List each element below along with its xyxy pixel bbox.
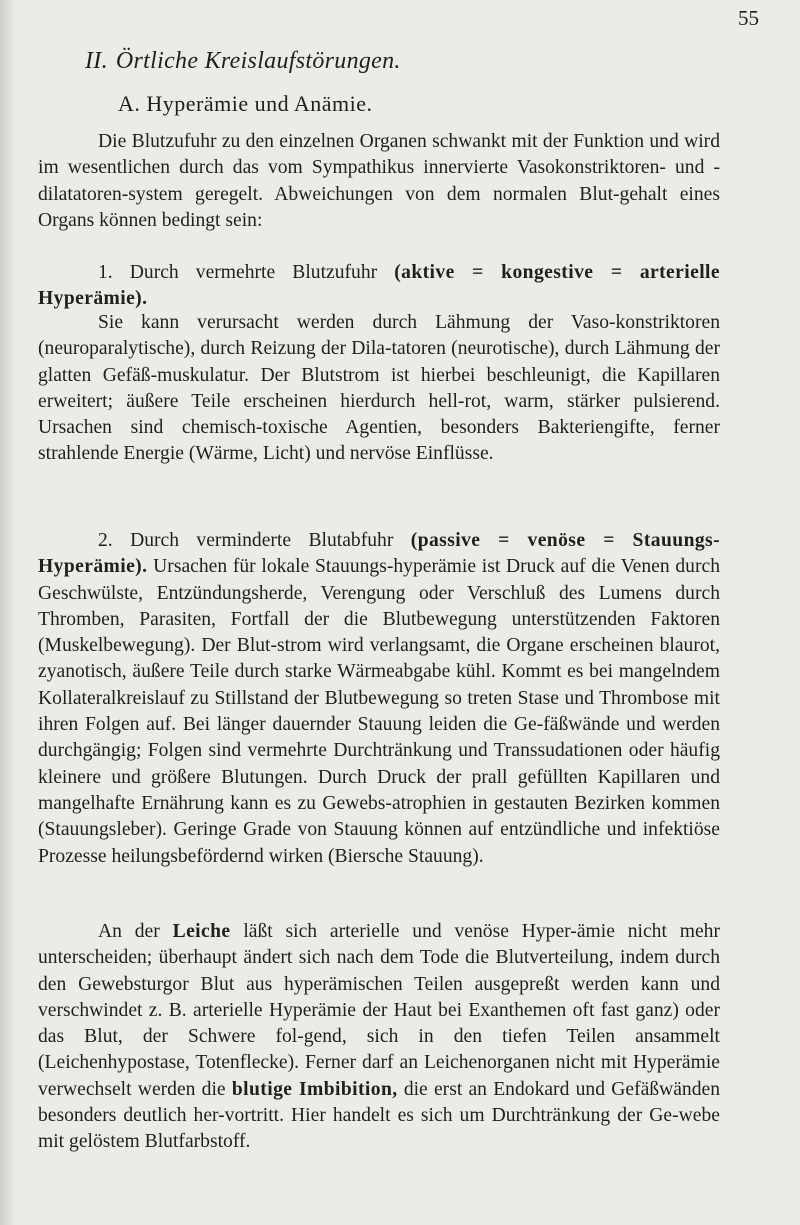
- corpse-term: Leiche: [172, 921, 231, 942]
- item-2-text: Ursachen für lokale Stauungs-hyperämie ist Druck auf die Venen durch Geschwülste, Entzündungsherde, Verengung oder Verschluß des Lumens durch Thromben, Parasiten, Fortfall der die Blutbewegung unterstützenden Faktoren (Muskelbewegung). Der Blut-strom wird verlangsamt, die Organe erscheinen blaurot, zyanotisch, äußere Teile durch starke Wärmeabgabe kühl. Kommt es bei mangelndem Kollateralkreislauf zu Stillstand der Blutbewegung so treten Stase und Thrombose mit ihren Folgen auf. Bei länger dauernder Stauung leiden die Ge-fäßwände und werden durchgängig; Folgen sind vermehrte Durchtränkung und Transsudationen oder häufig kleinere und größere Blutungen. Durch Druck der prall gefüllten Kapillaren und mangelhafte Ernährung kann es zu Gewebs-atrophien in gestauten Bezirken kommen (Stauungsleber). Geringe Grade von Stauung können auf entzündliche und infektiöse Prozesse heilungsbefördernd wirken (Biersche Stauung).: [38, 556, 720, 867]
- chapter-numeral: II.: [85, 48, 108, 74]
- item-1-lead: 1. Durch vermehrte Blutzufuhr: [98, 262, 378, 283]
- intro-text: Die Blutzufuhr zu den einzelnen Organen schwankt mit der Funktion und wird im wesentlichen durch das vom Sympathikus innervierte Vasokonstriktoren- und -dilatatoren-system geregelt. Abweichungen von dem normalen Blut-gehalt eines Organs können bedingt sein:: [38, 131, 720, 231]
- item-1-paragraph: [38, 310, 720, 468]
- corpse-paragraph: [38, 919, 720, 1156]
- corpse-end: die erst an Endokard und Gefäßwänden besonders deutlich her-vortritt. Hier handelt es sich um Durchtränkung der Ge-webe mit gelöstem Blutfarbstoff.: [38, 1078, 721, 1153]
- item-1-text: Sie kann verursacht werden durch Lähmung der Vaso-konstriktoren (neuroparalytische), durch Reizung der Dila-tatoren (neurotische), durch Lähmung der glatten Gefäß-muskulatur. Der Blutstrom ist hierbei beschleunigt, die Kapillaren erweitert; äußere Teile erscheinen hierdurch hell-rot, warm, stärker pulsierend. Ursachen sind chemisch-toxische Agentien, besonders Bakteriengifte, ferner strahlende Energie (Wärme, Licht) und nervöse Einflüsse.: [38, 312, 720, 465]
- section-heading: A. Hyperämie und Anämie.: [118, 91, 373, 116]
- page-number: 55: [738, 6, 759, 30]
- running-head: [85, 48, 401, 75]
- corpse-pre: An der: [98, 921, 160, 942]
- corpse-mid: läßt sich arterielle und venöse Hyper-ämie nicht mehr unterscheiden; überhaupt ändert sich nach dem Tode die Blutverteilung, indem durch den Gewebsturgor Blut aus hyperämischen Teilen ausgepreßt werden kann und verschwindet z. B. arterielle Hyperämie der Haut bei Exanthemen oft fast ganz) oder das Blut, der Schwere fol-gend, sich in den tiefen Teilen ansammelt (Leichenhypostase, Totenflecke). Ferner darf an Leichenorganen nicht mit Hyperämie verwechselt werden die: [38, 921, 720, 1100]
- imbibition-term: blutige Imbibition,: [231, 1078, 398, 1100]
- item-2-term: (passive = venöse = Stauungs-Hyperämie).: [38, 530, 721, 578]
- item-1-term: (aktive = kongestive = arterielle Hyperämie).: [38, 262, 720, 310]
- intro-paragraph: [38, 129, 720, 234]
- item-2-paragraph: [38, 528, 720, 870]
- item-1-heading: [38, 260, 720, 313]
- chapter-title: Örtliche Kreislaufstörungen.: [115, 48, 401, 74]
- item-2-lead: 2. Durch verminderte Blutabfuhr: [98, 530, 394, 551]
- page-binding-edge: [0, 0, 16, 1225]
